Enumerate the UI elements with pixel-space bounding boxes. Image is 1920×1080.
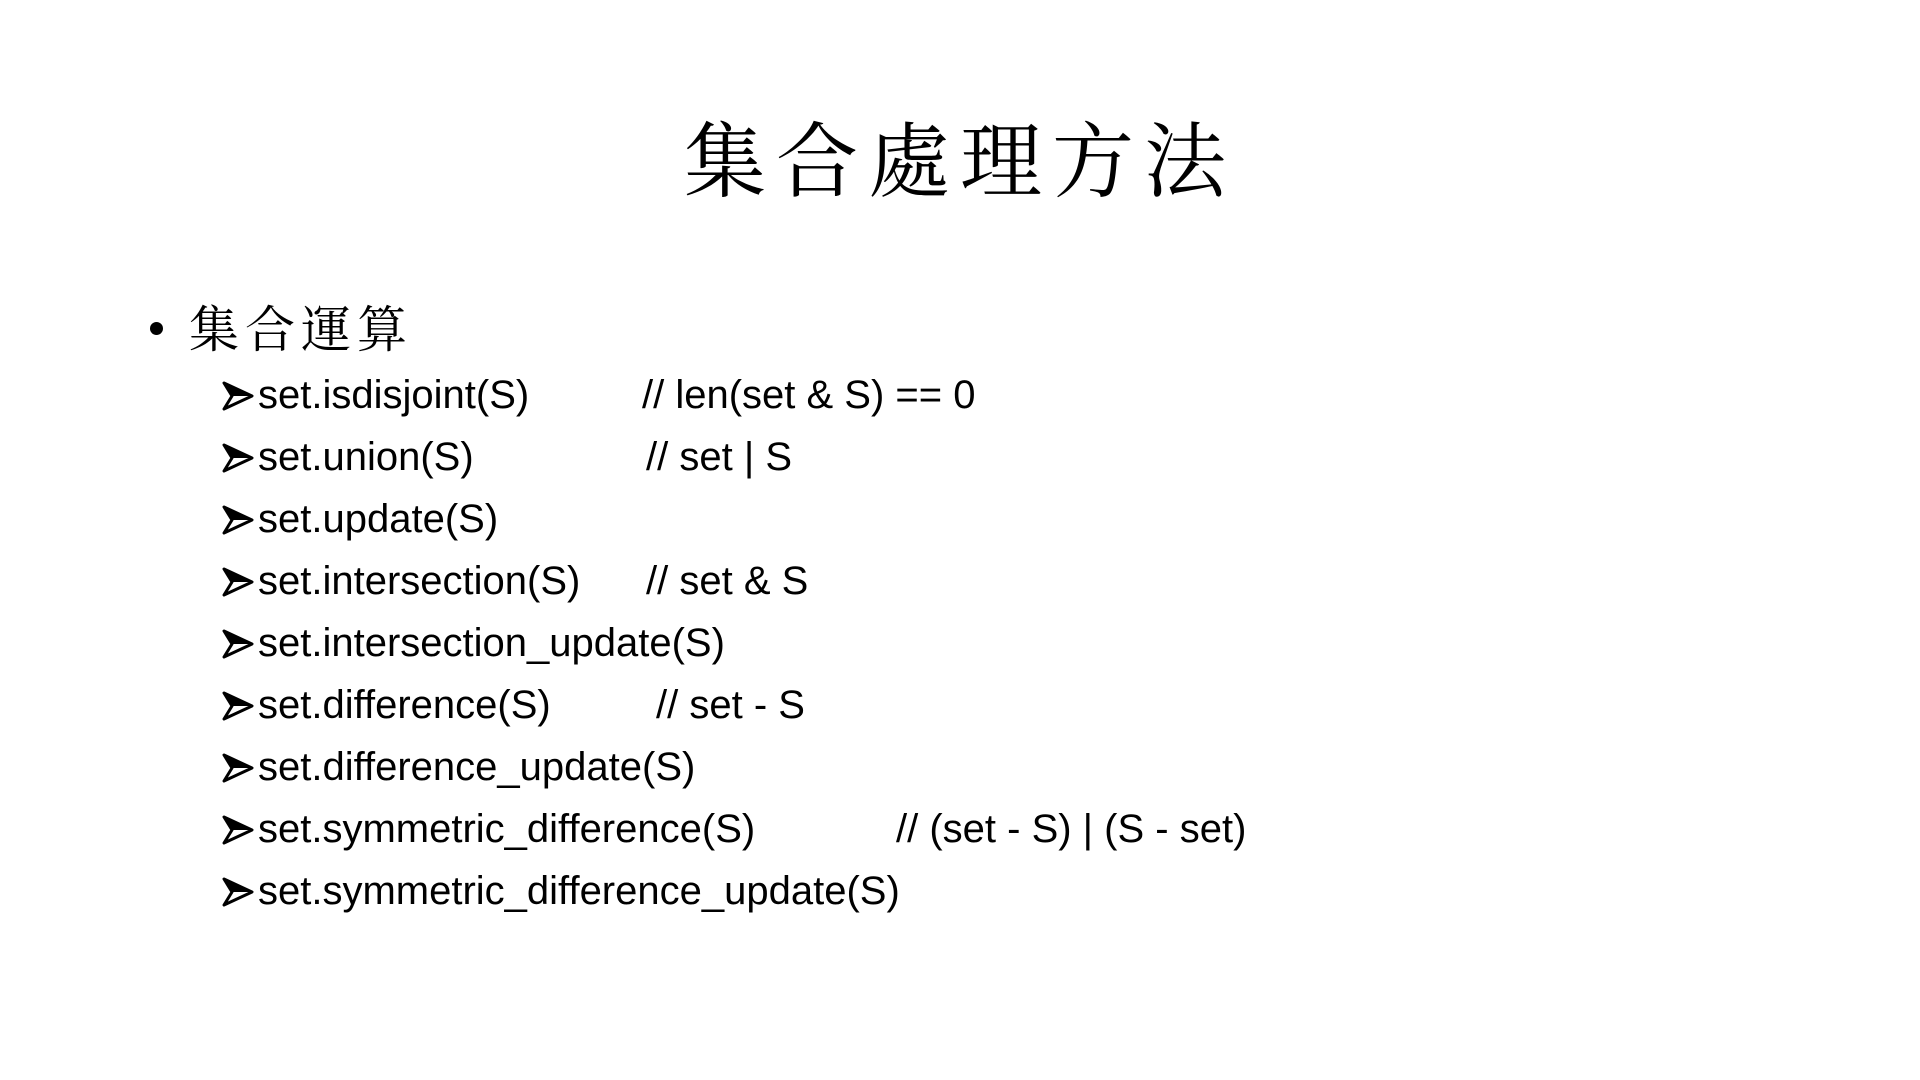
method-name: set.difference(S) — [258, 683, 551, 727]
bullet-label: 集合運算 — [189, 301, 413, 359]
arrow-bullet-icon — [222, 815, 254, 845]
arrow-bullet-icon — [222, 753, 254, 783]
bullet-dot-icon — [150, 322, 163, 335]
method-name: set.intersection_update(S) — [258, 621, 725, 665]
method-name: set.isdisjoint(S) — [258, 373, 530, 417]
method-comment: // len(set & S) == 0 — [642, 373, 976, 417]
arrow-bullet-icon — [222, 443, 254, 473]
method-comment: // set - S — [656, 683, 805, 727]
method-name: set.symmetric_difference(S) — [258, 807, 756, 851]
bullet-item — [150, 292, 413, 360]
method-name: set.intersection(S) — [258, 559, 581, 603]
arrow-bullet-icon — [222, 505, 254, 535]
arrow-bullet-icon — [222, 381, 254, 411]
method-comment: // set | S — [646, 435, 792, 479]
method-comment: // set & S — [646, 559, 809, 603]
method-name: set.difference_update(S) — [258, 745, 696, 789]
arrow-bullet-icon — [222, 567, 254, 597]
method-name: set.update(S) — [258, 497, 499, 541]
arrow-bullet-icon — [222, 877, 254, 907]
slide-title: 集合處理方法 — [683, 115, 1236, 210]
arrow-bullet-icon — [222, 629, 254, 659]
method-name: set.symmetric_difference_update(S) — [258, 869, 900, 913]
arrow-bullet-icon — [222, 691, 254, 721]
method-name: set.union(S) — [258, 435, 474, 479]
method-comment: // (set - S) | (S - set) — [896, 807, 1247, 851]
